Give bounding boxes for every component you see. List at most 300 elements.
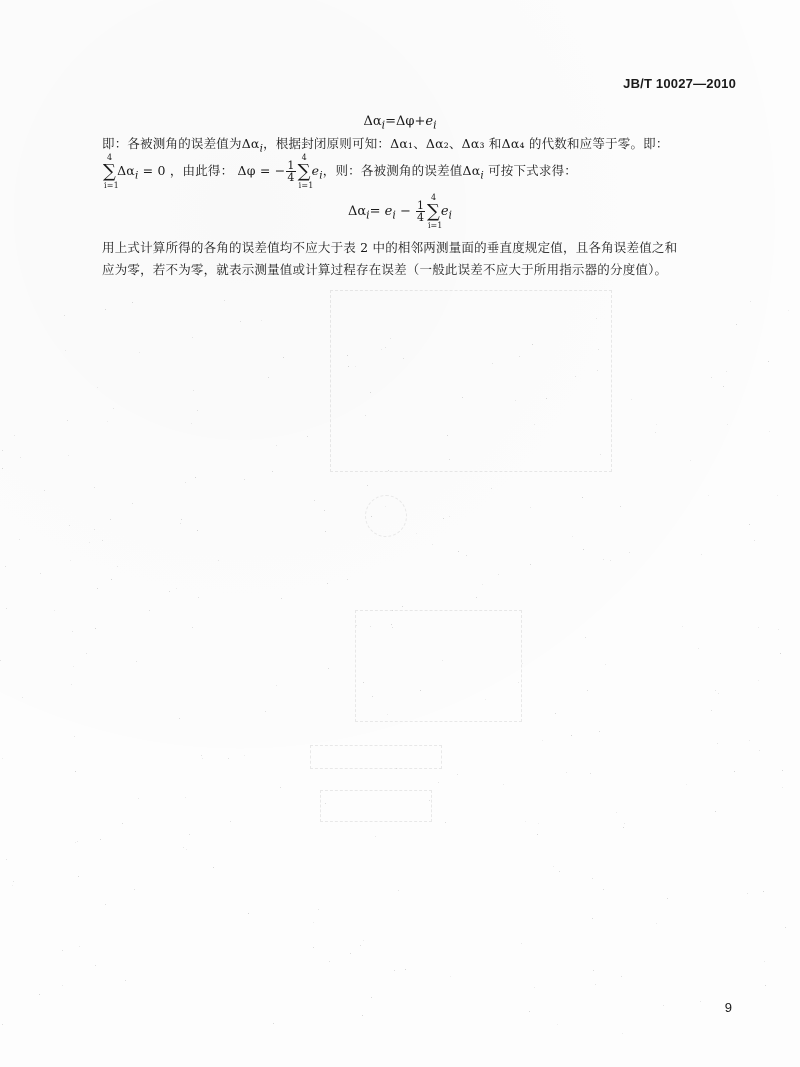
scan-speckle (534, 987, 535, 988)
scan-speckle (701, 554, 702, 555)
scan-speckle (491, 488, 492, 489)
scan-speckle (372, 696, 373, 697)
scan-speckle (70, 560, 71, 561)
show-through-text (320, 790, 432, 822)
scan-speckle (347, 355, 348, 356)
line2-sum-subscript: i (134, 169, 139, 182)
scan-speckle (280, 787, 281, 788)
scan-speckle (181, 519, 182, 520)
formula-error-relation (0, 114, 800, 132)
formula3-denominator: 4 (416, 211, 424, 224)
scan-speckle (597, 370, 598, 371)
scan-speckle (443, 518, 444, 519)
show-through-text (310, 745, 442, 769)
scan-speckle (432, 544, 433, 545)
sum-upper-limit: 4 (430, 192, 437, 202)
scan-speckle (2, 468, 3, 469)
scan-speckle (534, 424, 535, 425)
scan-speckle (532, 344, 533, 345)
scan-speckle (265, 711, 266, 712)
fraction-one-quarter (286, 160, 295, 183)
scan-speckle (708, 495, 709, 496)
scan-speckle (758, 680, 759, 681)
scan-speckle (522, 663, 523, 664)
scan-speckle (759, 750, 760, 751)
scan-speckle (655, 432, 656, 433)
sum-lower-limit: i=1 (427, 220, 443, 230)
scan-speckle (105, 904, 106, 905)
line1-text-continued: ，根据封闭原则可知：Δα₁、Δα₂、Δα₃ 和Δα₄ 的代数和应等于零。即： (263, 136, 669, 151)
scan-speckle (5, 566, 6, 567)
scan-speckle (575, 376, 576, 377)
scan-speckle (715, 811, 716, 812)
scan-speckle (113, 408, 114, 409)
scan-speckle (276, 685, 277, 686)
scan-speckle (482, 584, 483, 585)
paragraph-line-2 (102, 152, 577, 190)
scan-speckle (176, 588, 177, 589)
scan-speckle (192, 337, 193, 338)
formula3-sum-e: e (440, 204, 449, 219)
line2-tail-continued: 可按下式求得： (483, 163, 577, 178)
scan-speckle (325, 531, 326, 532)
scan-speckle (656, 424, 657, 425)
scan-speckle (624, 823, 625, 824)
scan-speckle (682, 626, 683, 627)
scan-speckle (186, 849, 187, 850)
scan-speckle (623, 827, 624, 828)
scan-speckle (603, 889, 604, 890)
scan-speckle (592, 918, 593, 919)
scan-speckle (283, 357, 284, 358)
scan-speckle (198, 597, 199, 598)
scan-speckle (538, 823, 539, 824)
scan-speckle (555, 713, 556, 714)
scan-speckle (313, 947, 314, 948)
scan-speckle (97, 387, 98, 388)
scan-speckle (185, 797, 186, 798)
scan-speckle (180, 523, 181, 524)
scan-speckle (616, 812, 617, 813)
scan-speckle (122, 823, 123, 824)
scan-speckle (754, 540, 755, 541)
scan-speckle (276, 445, 277, 446)
scan-speckle (197, 410, 198, 411)
scan-speckle (64, 315, 65, 316)
scan-speckle (718, 693, 719, 694)
scan-speckle (785, 927, 786, 928)
scan-speckle (559, 871, 560, 872)
scan-speckle (74, 736, 75, 737)
scan-speckle (610, 560, 611, 561)
scan-speckle (381, 349, 382, 350)
scan-speckle (572, 536, 573, 537)
scan-speckle (134, 889, 135, 890)
scan-speckle (149, 610, 150, 611)
scan-speckle (22, 697, 23, 698)
scan-speckle (325, 803, 326, 804)
scan-speckle (780, 653, 781, 654)
formula3-e: e (384, 204, 393, 219)
scan-speckle (107, 421, 108, 422)
scan-speckle (438, 782, 439, 783)
scan-speckle (169, 591, 170, 592)
scan-speckle (324, 510, 325, 511)
scan-speckle (72, 631, 73, 632)
scan-speckle (585, 637, 586, 638)
scan-speckle (445, 822, 446, 823)
scan-speckle (758, 627, 759, 628)
page-number: 9 (724, 1000, 732, 1015)
scan-speckle (518, 682, 519, 683)
sum-symbol-1: ∑ 4 i=1 (103, 152, 119, 190)
scan-speckle (327, 583, 328, 584)
formula3-minus: − (395, 204, 415, 219)
scan-speckle (711, 710, 712, 711)
line2-sum-term: Δα (117, 163, 135, 178)
scan-speckle (350, 953, 351, 954)
scan-speckle (329, 961, 330, 962)
scan-speckle (244, 755, 245, 756)
scan-speckle (89, 542, 90, 543)
scan-speckle (763, 891, 764, 892)
scan-speckle (590, 773, 591, 774)
scan-speckle (542, 740, 543, 741)
scan-speckle (371, 997, 372, 998)
scan-speckle (394, 970, 395, 971)
scan-speckle (14, 435, 15, 436)
formula3-numerator: 1 (416, 199, 424, 212)
scan-speckle (420, 690, 421, 691)
scan-speckle (587, 690, 588, 691)
show-through-artifact (330, 290, 612, 472)
scan-speckle (449, 516, 450, 517)
scan-speckle (2, 1024, 3, 1025)
scan-speckle (0, 660, 1, 661)
scan-speckle (94, 529, 95, 530)
scan-speckle (686, 784, 687, 785)
scan-speckle (67, 420, 68, 421)
scan-speckle (125, 980, 126, 981)
scan-speckle (19, 539, 20, 540)
scan-speckle (370, 626, 371, 627)
scan-speckle (86, 653, 87, 654)
scan-speckle (458, 551, 459, 552)
scan-speckle (449, 459, 450, 460)
scan-speckle (20, 457, 21, 458)
scan-speckle (498, 574, 499, 575)
line2-e: e (311, 163, 320, 178)
scan-speckle (747, 893, 748, 894)
scan-speckle (244, 479, 245, 480)
scan-speckle (777, 495, 778, 496)
scan-speckle (248, 913, 249, 914)
scan-speckle (782, 770, 783, 771)
scan-speckle (240, 321, 241, 322)
scan-speckle (596, 318, 597, 319)
scan-speckle (466, 555, 467, 556)
scan-speckle (782, 787, 783, 788)
scan-speckle (392, 610, 393, 611)
scan-speckle (44, 490, 45, 491)
scan-speckle (663, 1005, 664, 1006)
scan-speckle (95, 628, 96, 629)
formula3-sum-symbol: ∑ 4 i=1 (426, 192, 443, 230)
standard-code: JB/T 10027—2010 (623, 76, 736, 91)
scan-speckle (183, 847, 184, 848)
scan-speckle (6, 859, 7, 860)
scan-speckle (100, 839, 101, 840)
scan-speckle (185, 482, 186, 483)
scan-speckle (529, 1011, 530, 1012)
scan-speckle (77, 841, 78, 842)
scan-speckle (765, 985, 766, 986)
scan-speckle (202, 758, 203, 759)
scan-speckle (356, 625, 357, 626)
scan-speckle (6, 608, 7, 609)
scan-speckle (503, 784, 504, 785)
scan-speckle (530, 564, 531, 565)
scan-speckle (313, 922, 314, 923)
scan-speckle (62, 985, 63, 986)
scan-speckle (450, 976, 451, 977)
scan-speckle (457, 774, 458, 775)
scan-speckle (197, 530, 198, 531)
scan-speckle (622, 1033, 623, 1034)
scan-speckle (110, 519, 111, 520)
scan-speckle (553, 866, 554, 867)
formula-lhs: Δα (363, 114, 382, 129)
scan-speckle (715, 690, 716, 691)
scan-speckle (385, 347, 386, 348)
scan-speckle (348, 366, 349, 367)
scan-speckle (139, 352, 140, 353)
formula3-sum-e-subscript: i (448, 208, 453, 222)
scan-speckle (54, 610, 55, 611)
line2-tail-subscript: i (480, 169, 484, 182)
scan-speckle (68, 455, 69, 456)
scan-speckle (629, 552, 630, 553)
formula-lhs-subscript: i (381, 118, 386, 132)
scan-speckle (360, 945, 361, 946)
fraction-denominator: 4 (287, 171, 295, 184)
scan-speckle (557, 1024, 558, 1025)
line1-subscript: i (259, 142, 264, 155)
scan-speckle (521, 943, 522, 944)
formula3-fraction (416, 200, 425, 223)
scan-speckle (749, 524, 750, 525)
formula3-e-subscript: i (392, 208, 396, 222)
scan-speckle (195, 477, 196, 478)
scan-speckle (62, 950, 63, 951)
paragraph-line-3: 用上式计算所得的各角的误差值均不应大于表 2 中的相邻两测量面的垂直度规定值，且各角误差值之和 (102, 240, 678, 255)
scan-speckle (201, 755, 202, 756)
scan-speckle (40, 573, 41, 574)
scan-speckle (485, 699, 486, 700)
scan-speckle (537, 834, 538, 835)
scan-speckle (224, 300, 225, 301)
scan-speckle (365, 415, 366, 416)
formula3-eq: = (369, 204, 385, 219)
scan-speckle (95, 965, 96, 966)
scan-speckle (778, 629, 779, 630)
paragraph-line-1 (102, 134, 669, 155)
scan-speckle (769, 431, 770, 432)
scan-speckle (656, 923, 657, 924)
scan-speckle (69, 525, 70, 526)
scan-speckle (476, 597, 477, 598)
scan-speckle (191, 423, 192, 424)
scan-speckle (367, 485, 368, 486)
scan-speckle (281, 598, 282, 599)
scan-speckle (268, 377, 269, 378)
scan-speckle (631, 399, 632, 400)
scan-speckle (192, 627, 193, 628)
line1-text: 即：各被测角的误差值为Δα (102, 136, 260, 151)
scan-speckle (403, 358, 404, 359)
scan-speckle (390, 338, 391, 339)
fraction-numerator: 1 (287, 159, 295, 172)
scan-speckle (515, 400, 516, 401)
scan-speckle (667, 898, 668, 899)
scan-speckle (94, 487, 95, 488)
scan-speckle (111, 579, 112, 580)
scan-speckle (39, 994, 40, 995)
scan-speckle (105, 309, 106, 310)
scan-speckle (75, 771, 76, 772)
scan-speckle (396, 768, 397, 769)
scan-speckle (402, 606, 403, 607)
scan-speckle (593, 970, 594, 971)
scan-speckle (582, 497, 583, 498)
scan-speckle (727, 424, 728, 425)
scan-speckle (2, 758, 3, 759)
scan-speckle (734, 771, 735, 772)
scan-speckle (736, 324, 737, 325)
scan-speckle (78, 876, 79, 877)
scan-speckle (218, 560, 219, 561)
scan-speckle (230, 821, 231, 822)
formula-rhs-e: e (425, 114, 434, 129)
scan-speckle (726, 371, 727, 372)
scan-speckle (328, 668, 329, 669)
scan-speckle (375, 836, 376, 837)
scan-speckle (571, 735, 572, 736)
scan-speckle (228, 758, 229, 759)
scan-speckle (398, 890, 399, 891)
scan-speckle (388, 470, 389, 471)
scan-speckle (117, 566, 118, 567)
scan-speckle (132, 503, 133, 504)
sum-symbol-2: ∑ 4 i=1 (297, 152, 314, 190)
scan-speckle (621, 976, 622, 977)
scan-speckle (71, 684, 72, 685)
line2-e-subscript: i (319, 169, 323, 182)
scan-speckle (391, 624, 392, 625)
scan-speckle (273, 1023, 274, 1024)
scan-speckle (429, 800, 430, 801)
scan-speckle (138, 798, 139, 799)
scan-speckle (371, 516, 372, 517)
scan-speckle (690, 460, 691, 461)
scan-speckle (2, 450, 3, 451)
scan-speckle (447, 435, 448, 436)
scan-speckle (213, 867, 214, 868)
scan-speckle (179, 718, 180, 719)
sum-lower-limit: i=1 (104, 180, 119, 190)
scan-speckle (79, 946, 80, 947)
scan-speckle (387, 714, 388, 715)
scan-speckle (711, 377, 712, 378)
scan-speckle (764, 961, 765, 962)
scan-speckle (525, 821, 526, 822)
scan-speckle (189, 834, 190, 835)
paragraph-line-4: 应为零，若不为零，就表示测量值或计算过程存在误差（一般此误差不应大于所用指示器的分度值）。 (102, 262, 668, 277)
sum-upper-limit: 4 (301, 152, 307, 162)
scan-speckle (723, 386, 724, 387)
scan-speckle (603, 559, 604, 560)
scan-speckle (530, 507, 531, 508)
sum-lower-limit: i=1 (298, 180, 314, 190)
scan-speckle (132, 302, 133, 303)
scan-speckle (595, 984, 596, 985)
scan-speckle (442, 660, 443, 661)
scan-speckle (75, 842, 76, 843)
scan-speckle (698, 648, 699, 649)
scan-speckle (592, 878, 593, 879)
formula-rhs-subscript: i (433, 118, 437, 132)
scan-speckle (392, 627, 393, 628)
scan-speckle (519, 356, 520, 357)
scan-speckle (416, 533, 417, 534)
scan-speckle (362, 1015, 363, 1016)
sum-upper-limit: 4 (107, 152, 113, 162)
scan-speckle (318, 909, 319, 910)
formula-error-solution (0, 192, 800, 230)
scan-speckle (583, 549, 584, 550)
scan-speckle (12, 885, 13, 886)
line2-eq-zero: = 0 ，由此得： Δφ = − (138, 163, 286, 178)
scan-speckle (370, 392, 371, 393)
line2-tail: ，则：各被测角的误差值Δα (322, 163, 481, 178)
scan-speckle (136, 661, 137, 662)
scan-speckle (462, 397, 463, 398)
scan-speckle (314, 500, 315, 501)
scan-speckle (492, 363, 493, 364)
formula3-lhs: Δα (347, 204, 367, 219)
scan-speckle (193, 390, 194, 391)
scan-speckle (768, 361, 769, 362)
show-through-frame (355, 610, 522, 722)
scan-speckle (355, 366, 356, 367)
scan-speckle (385, 506, 386, 507)
scan-speckle (261, 320, 262, 321)
scan-speckle (363, 940, 364, 941)
scan-speckle (605, 664, 606, 665)
scan-speckle (566, 772, 567, 773)
scan-speckle (717, 743, 718, 744)
scan-speckle (347, 579, 348, 580)
formula3-lhs-subscript: i (366, 208, 370, 222)
formula-rhs: =Δφ+ (385, 114, 426, 129)
scan-speckle (599, 731, 600, 732)
scan-speckle (97, 588, 98, 589)
scan-speckle (272, 471, 273, 472)
scan-speckle (73, 666, 74, 667)
scan-speckle (598, 349, 599, 350)
scan-speckle (700, 1001, 701, 1002)
scan-speckle (788, 310, 789, 311)
